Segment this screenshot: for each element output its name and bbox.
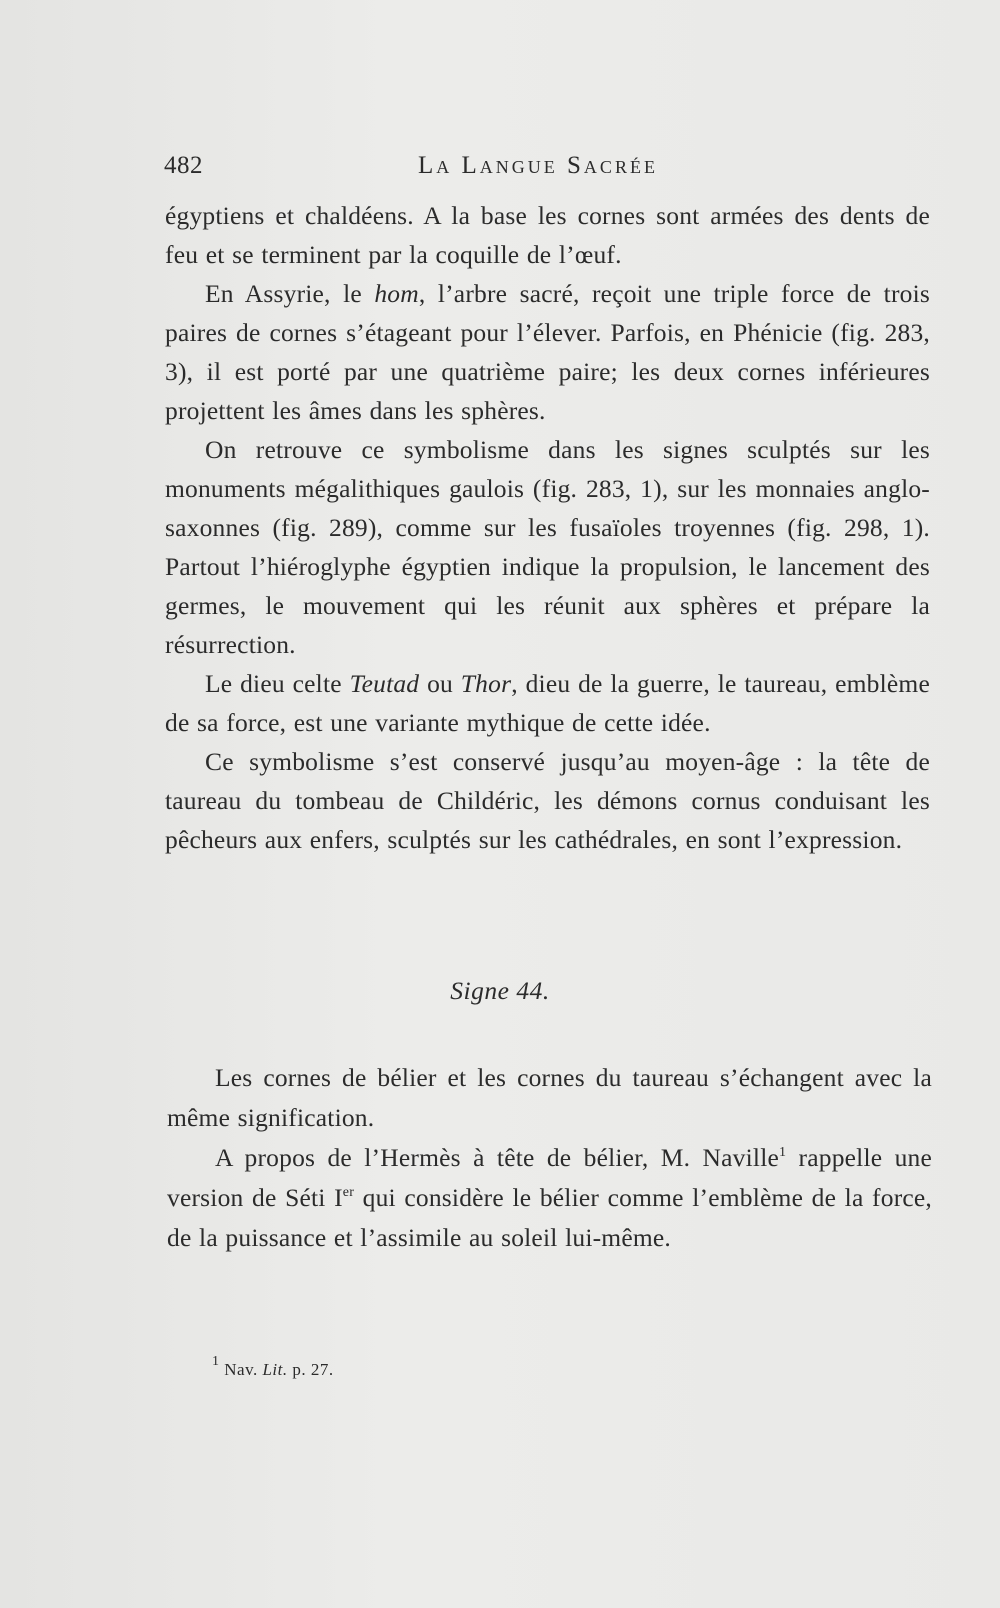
main-text bbox=[165, 196, 930, 859]
section-paragraph-1-text: Les cornes de bélier et les cornes du taureau s’échangent avec la même signification. bbox=[167, 1063, 932, 1132]
section-paragraph-2-text-b: rappelle une version de Séti I bbox=[167, 1143, 932, 1212]
paragraph-2-text-b: , l’arbre sacré, reçoit une triple force de trois paires de cornes s’étageant pour l’élever. Parfois, en Phénicie (fig. 283, 3), il est porté par une quatrième paire; les deux cornes inférieures projettent les âmes dans les sphères. bbox=[165, 279, 930, 425]
footnote bbox=[212, 1354, 334, 1380]
paragraph-5 bbox=[165, 742, 930, 859]
footnote-reference[interactable]: 1 bbox=[779, 1145, 787, 1160]
footnote-text-b: p. 27. bbox=[287, 1360, 334, 1379]
footnote-mark: 1 bbox=[212, 1354, 220, 1369]
paragraph-2 bbox=[165, 274, 930, 430]
paragraph-2-italic-hom: hom bbox=[374, 279, 419, 308]
ordinal-superscript: er bbox=[342, 1185, 355, 1200]
paragraph-2-text-a: En Assyrie, le bbox=[205, 279, 375, 308]
section-paragraph-2-text-c: qui considère le bélier comme l’emblème de la force, de la puissance et l’assimile au soleil lui-même. bbox=[167, 1183, 932, 1252]
paragraph-4-text-a: Le dieu celte bbox=[205, 669, 350, 698]
paragraph-4-italic-thor: Thor bbox=[460, 669, 512, 698]
section-paragraph-2 bbox=[167, 1138, 932, 1258]
footnote-italic: Lit. bbox=[262, 1360, 288, 1379]
page-header bbox=[164, 152, 934, 192]
paragraph-5-text: Ce symbolisme s’est conservé jusqu’au moyen-âge : la tête de taureau du tombeau de Childéric, les démons cornus conduisant les pêcheurs aux enfers, sculptés sur les cathédrales, en sont l’expression. bbox=[165, 747, 930, 854]
running-title: La Langue Sacrée bbox=[418, 152, 658, 179]
paragraph-1-text: égyptiens et chaldéens. A la base les cornes sont armées des dents de feu et se terminent par la coquille de l’œuf. bbox=[165, 201, 930, 269]
section-paragraph-2-text-a: A propos de l’Hermès à tête de bélier, M. Naville bbox=[215, 1143, 779, 1172]
paragraph-3-text: On retrouve ce symbolisme dans les signes sculptés sur les monuments mégalithiques gaulois (fig. 283, 1), sur les monnaies anglo-saxonnes (fig. 289), comme sur les fusaïoles troyennes (fig. 298, 1). Partout l’hiéroglyphe égyptien indique la propulsion, le lancement des germes, le mouvement qui les réunit aux sphères et prépare la résurrection. bbox=[165, 435, 930, 659]
paragraph-4-text-c: , dieu de la guerre, le taureau, emblème de sa force, est une variante mythique de cette idée. bbox=[165, 669, 930, 737]
paragraph-1 bbox=[165, 196, 930, 274]
paragraph-3 bbox=[165, 430, 930, 664]
page-number: 482 bbox=[164, 152, 203, 179]
section-heading: Signe 44. bbox=[450, 976, 550, 1005]
paragraph-4-text-b: ou bbox=[419, 669, 461, 698]
section-paragraph-1 bbox=[167, 1058, 932, 1138]
footnote-text-a: Nav. bbox=[219, 1360, 263, 1379]
section-text bbox=[167, 1058, 932, 1258]
paragraph-4-italic-teutad: Teutad bbox=[349, 669, 420, 698]
paragraph-4 bbox=[165, 664, 930, 742]
